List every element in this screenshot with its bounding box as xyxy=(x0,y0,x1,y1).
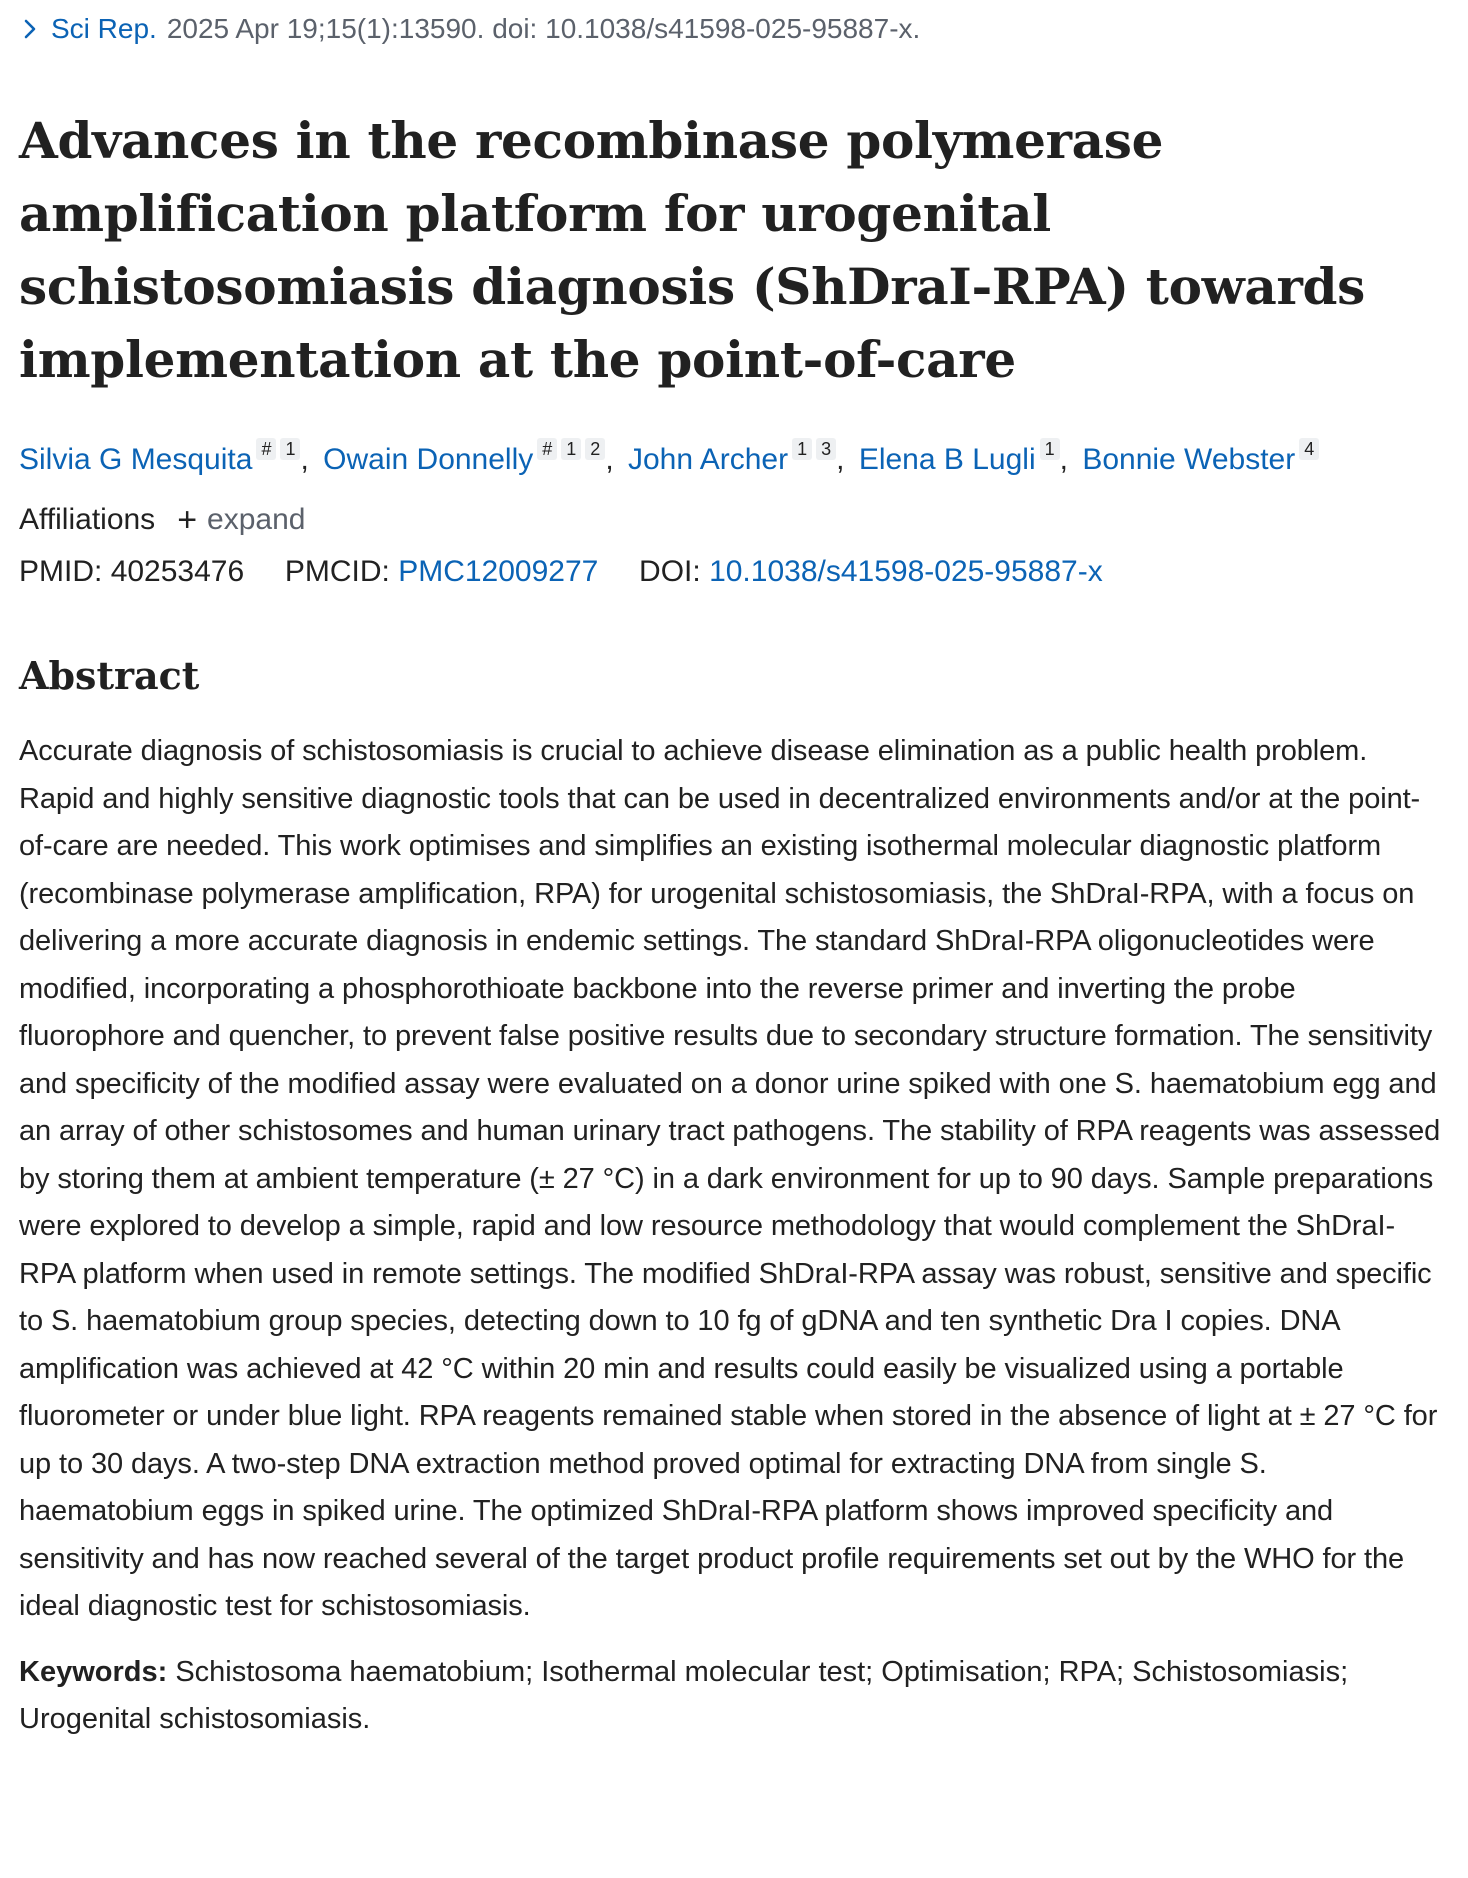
affiliation-ref[interactable]: 1 xyxy=(1040,438,1060,460)
author-separator: , xyxy=(300,443,309,476)
affiliations-toggle[interactable] xyxy=(19,502,1459,538)
pmid-label: PMID: xyxy=(19,555,103,588)
chevron-right-icon xyxy=(19,18,41,40)
affiliation-ref[interactable]: 3 xyxy=(816,438,836,460)
abstract-text: Accurate diagnosis of schistosomiasis is crucial to achieve disease elimination as a public health problem. Rapid and highly sensitive diagnostic tools that can be used in decentralized environments and/or at the point-of-care are needed. This work optimises and simplifies an existing isothermal molecular diagnostic platform (recombinase polymerase amplification, RPA) for urogenital schistosomiasis, the ShDraI-RPA, with a focus on delivering a more accurate diagnosis in endemic settings. The standard ShDraI-RPA oligonucleotides were modified, incorporating a phosphorothioate backbone into the reverse primer and inverting the probe fluorophore and quencher, to prevent false positive results due to secondary structure formation. The sensitivity and specificity of the modified assay were evaluated on a donor urine spiked with one S. haematobium egg and an array of other schistosomes and human urinary tract pathogens. The stability of RPA reagents was assessed by storing them at ambient temperature (± 27 °C) in a dark environment for up to 90 days. Sample preparations were explored to develop a simple, rapid and low resource methodology that would complement the ShDraI-RPA platform when used in remote settings. The modified ShDraI-RPA assay was robust, sensitive and specific to S. haematobium group species, detecting down to 10 fg of gDNA and ten synthetic Dra I copies. DNA amplification was achieved at 42 °C within 20 min and results could easily be visualized using a portable fluorometer or under blue light. RPA reagents remained stable when stored in the absence of light at ± 27 °C for up to 30 days. A two-step DNA extraction method proved optimal for extracting DNA from single S. haematobium eggs in spiked urine. The optimized ShDraI-RPA platform shows improved specificity and sensitivity and has now reached several of the target product profile requirements set out by the WHO for the ideal diagnostic test for schistosomiasis. xyxy=(19,735,1441,1622)
author-separator: , xyxy=(836,443,845,476)
keywords-label: Keywords: xyxy=(19,1655,168,1688)
pmcid-link[interactable]: PMC12009277 xyxy=(398,555,599,588)
article-page xyxy=(0,12,1459,1743)
identifier-line xyxy=(19,554,1459,590)
affiliation-ref[interactable]: 2 xyxy=(585,438,605,460)
plus-icon: + xyxy=(177,501,198,539)
affiliation-ref[interactable]: 1 xyxy=(561,438,581,460)
affiliations-label: Affiliations xyxy=(19,503,156,536)
author-list xyxy=(19,438,1459,480)
author-link[interactable]: Owain Donnelly xyxy=(323,443,534,476)
equal-contribution-mark[interactable]: # xyxy=(256,438,276,460)
pmid-value: 40253476 xyxy=(110,555,245,588)
keywords-text: Schistosoma haematobium; Isothermal molecular test; Optimisation; RPA; Schistosomiasis; Urogenital schistosomiasis. xyxy=(19,1655,1349,1735)
pmcid-label: PMCID: xyxy=(284,555,390,588)
abstract-heading: Abstract xyxy=(19,653,200,698)
journal-link[interactable]: Sci Rep. xyxy=(51,13,157,44)
author-link[interactable]: Elena B Lugli xyxy=(858,443,1036,476)
article-title: Advances in the recombinase polymerase amplification platform for urogenital schistosomiasis diagnosis (ShDraI-RPA) towards implementation at the point-of-care xyxy=(19,111,1366,389)
doi-link[interactable]: 10.1038/s41598-025-95887-x xyxy=(709,555,1103,588)
keywords xyxy=(19,1649,1429,1743)
doi-label: DOI: xyxy=(639,555,701,588)
author-link[interactable]: Bonnie Webster xyxy=(1082,443,1296,476)
expand-label[interactable]: expand xyxy=(207,503,306,536)
citation-line xyxy=(19,12,1459,46)
author-separator: , xyxy=(605,443,614,476)
affiliation-ref[interactable]: 1 xyxy=(280,438,300,460)
author-link[interactable]: John Archer xyxy=(628,443,789,476)
citation-details: 2025 Apr 19;15(1):13590. doi: 10.1038/s41598-025-95887-x. xyxy=(166,13,921,44)
author-link[interactable]: Silvia G Mesquita xyxy=(19,443,253,476)
author-separator: , xyxy=(1059,443,1068,476)
affiliation-ref[interactable]: 1 xyxy=(792,438,812,460)
affiliation-ref[interactable]: 4 xyxy=(1299,438,1319,460)
equal-contribution-mark[interactable]: # xyxy=(537,438,557,460)
